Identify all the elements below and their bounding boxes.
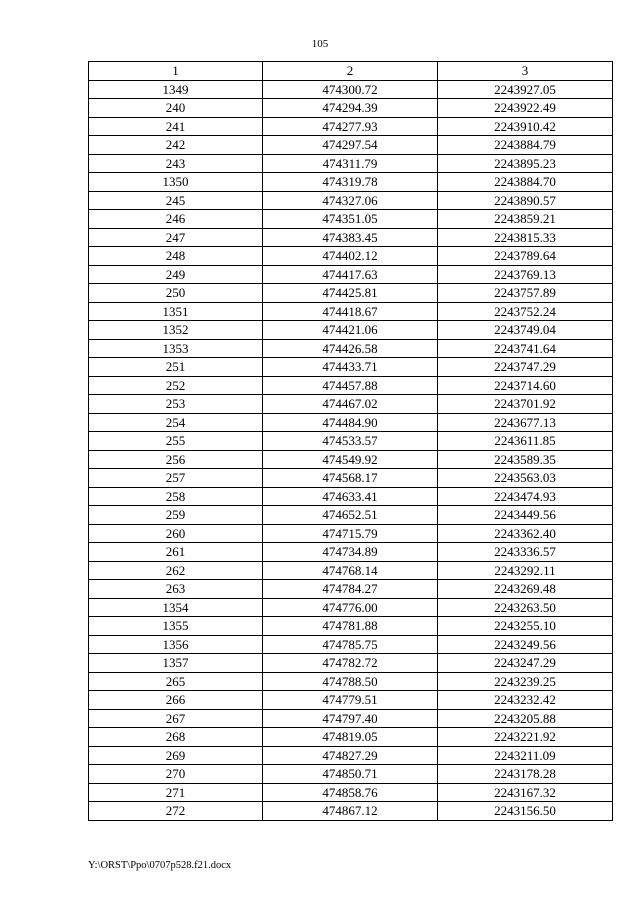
table-cell-col1: 247 (89, 228, 263, 247)
table-cell-col3: 2243922.49 (438, 99, 613, 118)
table-cell-col1: 270 (89, 765, 263, 784)
table-cell-col2: 474421.06 (263, 321, 438, 340)
table-cell-col3: 2243741.64 (438, 339, 613, 358)
table-cell-col2: 474319.78 (263, 173, 438, 192)
table-cell-col1: 246 (89, 210, 263, 229)
table-cell-col2: 474467.02 (263, 395, 438, 414)
table-cell-col1: 1354 (89, 598, 263, 617)
table-cell-col3: 2243269.48 (438, 580, 613, 599)
table-row (89, 136, 613, 155)
table-row (89, 247, 613, 266)
column-header-1: 1 (89, 62, 263, 81)
table-cell-col1: 255 (89, 432, 263, 451)
table-cell-col2: 474781.88 (263, 617, 438, 636)
table-row (89, 99, 613, 118)
table-cell-col3: 2243815.33 (438, 228, 613, 247)
table-row (89, 672, 613, 691)
table-cell-col3: 2243884.70 (438, 173, 613, 192)
table-cell-col1: 242 (89, 136, 263, 155)
table-row (89, 117, 613, 136)
table-cell-col3: 2243263.50 (438, 598, 613, 617)
table-row (89, 691, 613, 710)
table-cell-col2: 474776.00 (263, 598, 438, 617)
table-cell-col1: 263 (89, 580, 263, 599)
table-cell-col2: 474327.06 (263, 191, 438, 210)
table-cell-col2: 474819.05 (263, 728, 438, 747)
table-cell-col2: 474784.27 (263, 580, 438, 599)
table-cell-col3: 2243752.24 (438, 302, 613, 321)
table-cell-col1: 269 (89, 746, 263, 765)
table-header-row (89, 62, 613, 81)
table-cell-col1: 257 (89, 469, 263, 488)
table-row (89, 413, 613, 432)
table-row (89, 339, 613, 358)
table-cell-col1: 258 (89, 487, 263, 506)
table-cell-col2: 474827.29 (263, 746, 438, 765)
table-cell-col3: 2243895.23 (438, 154, 613, 173)
table-cell-col1: 267 (89, 709, 263, 728)
table-body (89, 80, 613, 820)
table-cell-col1: 262 (89, 561, 263, 580)
table-cell-col3: 2243884.79 (438, 136, 613, 155)
table-cell-col3: 2243859.21 (438, 210, 613, 229)
table-cell-col2: 474850.71 (263, 765, 438, 784)
table-row (89, 173, 613, 192)
table-cell-col2: 474383.45 (263, 228, 438, 247)
table-cell-col1: 252 (89, 376, 263, 395)
table-row (89, 265, 613, 284)
table-row (89, 765, 613, 784)
table-cell-col1: 261 (89, 543, 263, 562)
table-row (89, 617, 613, 636)
table-row (89, 321, 613, 340)
table-cell-col3: 2243205.88 (438, 709, 613, 728)
column-header-3: 3 (438, 62, 613, 81)
table-cell-col1: 1352 (89, 321, 263, 340)
table-cell-col3: 2243156.50 (438, 802, 613, 821)
table-cell-col3: 2243232.42 (438, 691, 613, 710)
table-cell-col2: 474568.17 (263, 469, 438, 488)
table-row (89, 654, 613, 673)
table-row (89, 561, 613, 580)
page-number: 105 (311, 38, 329, 50)
table-cell-col2: 474533.57 (263, 432, 438, 451)
table-cell-col3: 2243714.60 (438, 376, 613, 395)
table-cell-col1: 1357 (89, 654, 263, 673)
table-row (89, 709, 613, 728)
table-cell-col1: 272 (89, 802, 263, 821)
table-cell-col3: 2243449.56 (438, 506, 613, 525)
table-cell-col2: 474779.51 (263, 691, 438, 710)
table-cell-col2: 474797.40 (263, 709, 438, 728)
table-cell-col1: 268 (89, 728, 263, 747)
table-row (89, 728, 613, 747)
table-cell-col2: 474715.79 (263, 524, 438, 543)
table-cell-col3: 2243789.64 (438, 247, 613, 266)
table-cell-col1: 265 (89, 672, 263, 691)
table-cell-col2: 474425.81 (263, 284, 438, 303)
table-row (89, 376, 613, 395)
table-cell-col3: 2243247.29 (438, 654, 613, 673)
table-cell-col1: 245 (89, 191, 263, 210)
table-cell-col1: 253 (89, 395, 263, 414)
table-row (89, 802, 613, 821)
table-cell-col3: 2243211.09 (438, 746, 613, 765)
table-cell-col1: 240 (89, 99, 263, 118)
table-cell-col2: 474858.76 (263, 783, 438, 802)
table-cell-col3: 2243167.32 (438, 783, 613, 802)
table-cell-col2: 474294.39 (263, 99, 438, 118)
table-cell-col2: 474768.14 (263, 561, 438, 580)
table-cell-col3: 2243336.57 (438, 543, 613, 562)
table-cell-col3: 2243890.57 (438, 191, 613, 210)
table-cell-col1: 271 (89, 783, 263, 802)
table-cell-col2: 474402.12 (263, 247, 438, 266)
table-cell-col2: 474297.54 (263, 136, 438, 155)
table-cell-col1: 256 (89, 450, 263, 469)
table-row (89, 450, 613, 469)
table-row (89, 228, 613, 247)
table-row (89, 580, 613, 599)
table-cell-col3: 2243747.29 (438, 358, 613, 377)
table-cell-col1: 1355 (89, 617, 263, 636)
table-cell-col1: 266 (89, 691, 263, 710)
table-row (89, 210, 613, 229)
table-cell-col2: 474633.41 (263, 487, 438, 506)
table-cell-col3: 2243769.13 (438, 265, 613, 284)
table-row (89, 543, 613, 562)
table-cell-col3: 2243701.92 (438, 395, 613, 414)
table-cell-col2: 474426.58 (263, 339, 438, 358)
table-cell-col3: 2243362.40 (438, 524, 613, 543)
table-cell-col1: 1349 (89, 80, 263, 99)
table-cell-col2: 474457.88 (263, 376, 438, 395)
table-cell-col3: 2243563.03 (438, 469, 613, 488)
table-cell-col3: 2243178.28 (438, 765, 613, 784)
table-cell-col2: 474311.79 (263, 154, 438, 173)
column-header-2: 2 (263, 62, 438, 81)
table-cell-col2: 474417.63 (263, 265, 438, 284)
table-cell-col1: 250 (89, 284, 263, 303)
table-row (89, 432, 613, 451)
table-cell-col2: 474734.89 (263, 543, 438, 562)
table-cell-col3: 2243255.10 (438, 617, 613, 636)
table-row (89, 487, 613, 506)
table-cell-col3: 2243292.11 (438, 561, 613, 580)
table-cell-col1: 260 (89, 524, 263, 543)
table-row (89, 284, 613, 303)
table-cell-col1: 248 (89, 247, 263, 266)
table-cell-col3: 2243221.92 (438, 728, 613, 747)
table-cell-col1: 1350 (89, 173, 263, 192)
table-cell-col3: 2243927.05 (438, 80, 613, 99)
table-row (89, 302, 613, 321)
table-cell-col2: 474549.92 (263, 450, 438, 469)
table-cell-col1: 1356 (89, 635, 263, 654)
table-cell-col2: 474652.51 (263, 506, 438, 525)
table-row (89, 506, 613, 525)
table-cell-col3: 2243757.89 (438, 284, 613, 303)
table-cell-col2: 474788.50 (263, 672, 438, 691)
table-cell-col2: 474418.67 (263, 302, 438, 321)
coordinates-table (88, 61, 613, 821)
table-cell-col3: 2243677.13 (438, 413, 613, 432)
table-cell-col3: 2243910.42 (438, 117, 613, 136)
table-cell-col2: 474277.93 (263, 117, 438, 136)
table-cell-col2: 474351.05 (263, 210, 438, 229)
table-row (89, 469, 613, 488)
table-cell-col3: 2243589.35 (438, 450, 613, 469)
table-cell-col3: 2243749.04 (438, 321, 613, 340)
table-cell-col2: 474785.75 (263, 635, 438, 654)
table-row (89, 783, 613, 802)
table-cell-col1: 251 (89, 358, 263, 377)
table-row (89, 635, 613, 654)
table-cell-col1: 243 (89, 154, 263, 173)
table-cell-col1: 1351 (89, 302, 263, 321)
table-row (89, 154, 613, 173)
table-row (89, 524, 613, 543)
table-cell-col3: 2243239.25 (438, 672, 613, 691)
table-row (89, 395, 613, 414)
footer-file-path: Y:\ORST\Ppo\0707p528.f21.docx (88, 860, 232, 871)
table-cell-col3: 2243611.85 (438, 432, 613, 451)
table-cell-col2: 474484.90 (263, 413, 438, 432)
table-cell-col2: 474433.71 (263, 358, 438, 377)
table-row (89, 191, 613, 210)
table-cell-col1: 1353 (89, 339, 263, 358)
table-cell-col1: 241 (89, 117, 263, 136)
table-cell-col2: 474300.72 (263, 80, 438, 99)
table-cell-col1: 249 (89, 265, 263, 284)
table-row (89, 358, 613, 377)
table-cell-col2: 474782.72 (263, 654, 438, 673)
table-cell-col1: 254 (89, 413, 263, 432)
table-row (89, 746, 613, 765)
table-row (89, 598, 613, 617)
table-cell-col1: 259 (89, 506, 263, 525)
table-cell-col3: 2243474.93 (438, 487, 613, 506)
table-cell-col2: 474867.12 (263, 802, 438, 821)
table-cell-col3: 2243249.56 (438, 635, 613, 654)
table-row (89, 80, 613, 99)
